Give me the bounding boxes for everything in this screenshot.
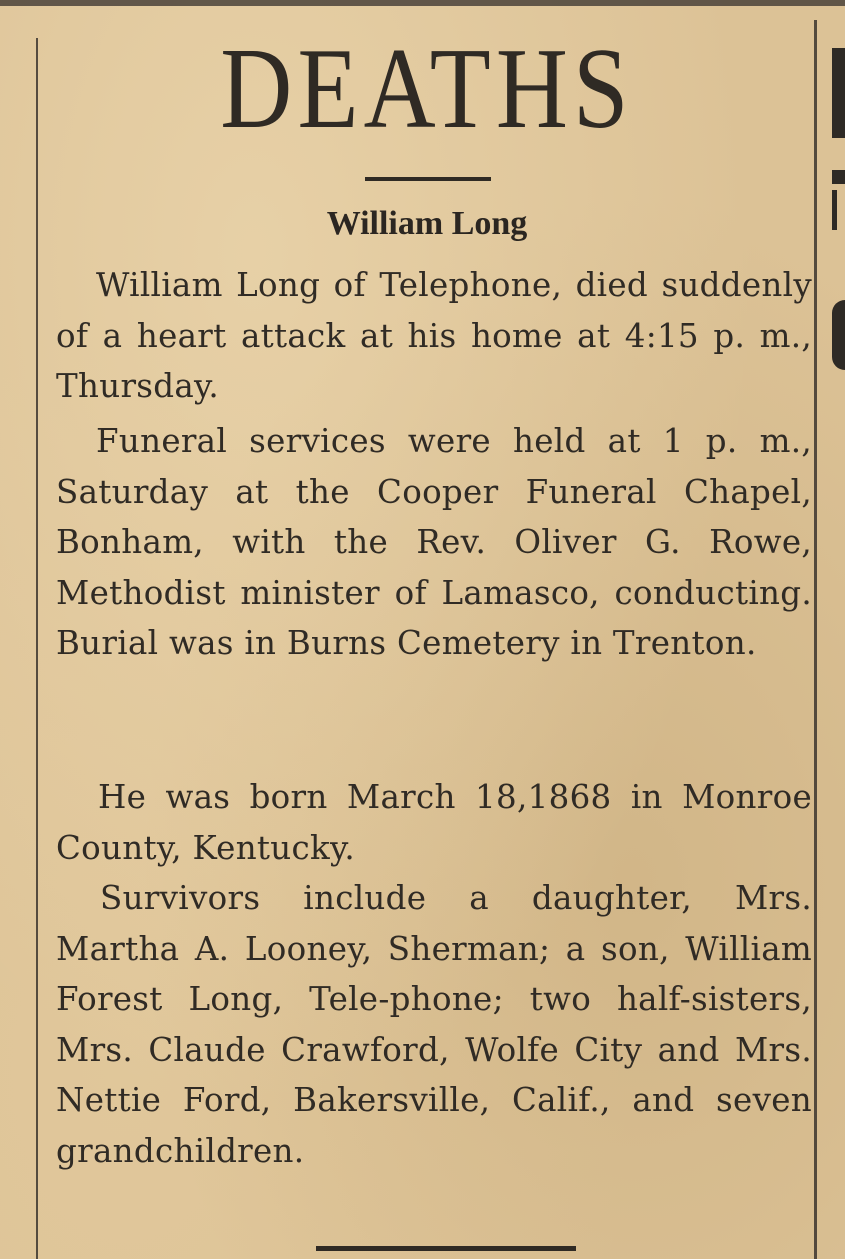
section-heading: DEATHS [220,25,634,153]
right-column-rule [814,20,817,1259]
adjacent-column-ink [832,170,845,184]
adjacent-column-fragment [826,0,845,1259]
obituary-paragraph-survivors: Survivors include a daughter, Mrs. Martha A. Looney, Sherman; a son, William Forest Long, Tele-phone; two half-sisters, Mrs. Claude Crawford, Wolfe City and Mrs. Nettie Ford, Bakersville, Calif., and seven grandchildren. [56,879,812,1170]
obituary-paragraph-funeral: Funeral services were held at 1 p. m., Saturday at the Cooper Funeral Chapel, Bonham, with the Rev. Oliver G. Rowe, Methodist minister of Lamasco, conducting. Burial was in Burns Cemetery in Trenton. [56,422,812,662]
obituary-paragraph-death: William Long of Telephone, died suddenly of a heart attack at his home at 4:15 p. m., Thursday. [56,266,812,405]
adjacent-column-ink [832,48,845,138]
obituary-name: William Long [326,205,528,242]
adjacent-column-ink [832,190,837,230]
top-border-rule [0,0,845,6]
bottom-divider [316,1246,576,1251]
adjacent-column-ink [832,300,845,370]
heading-divider [365,177,491,181]
left-column-rule [36,38,38,1259]
obituary-paragraph-birth: He was born March 18,1868 in Monroe County, Kentucky. [56,778,812,867]
